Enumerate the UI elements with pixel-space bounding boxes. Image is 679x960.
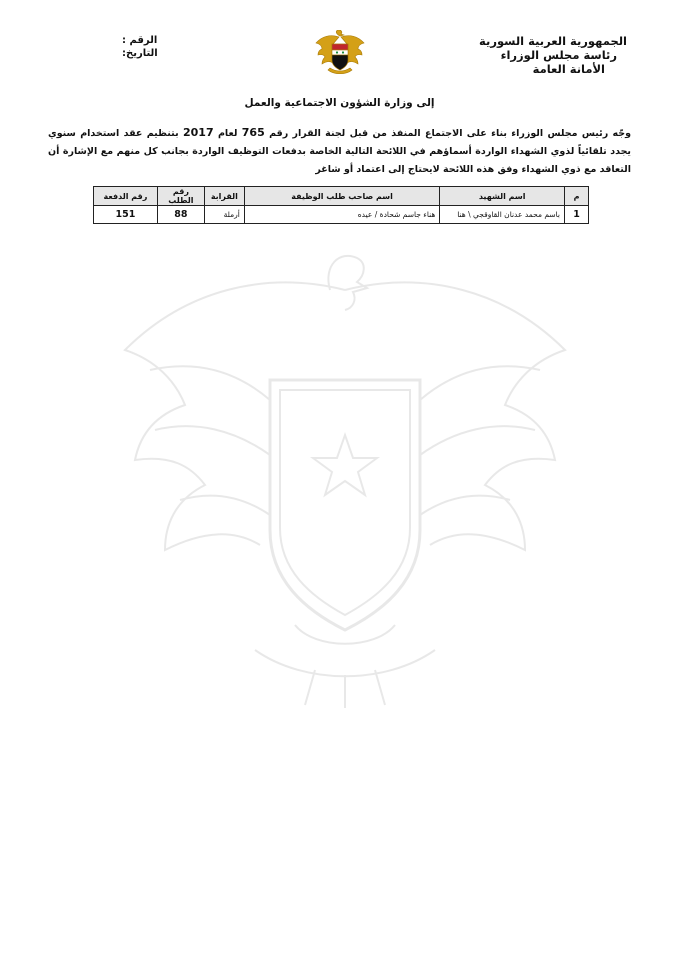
cell-index: 1 [565,206,589,224]
decision-year: 2017 [182,126,214,139]
body-part-2: لعام [217,128,238,139]
col-batch-number: رقم الدفعة [94,187,158,206]
body-part-1: وجّه رئيس مجلس الوزراء بناء على الاجتماع المنفذ من قبل لجنة القرار رقم [269,128,632,139]
addressee: إلى وزارة الشؤون الاجتماعية والعمل [244,97,435,109]
republic-name: الجمهورية العربية السورية [479,34,627,48]
reference-block [122,34,242,60]
number-label: الرقم : [122,35,158,46]
presidency-name: رئاسة مجلس الوزراء [500,48,617,62]
cell-request-number: 88 [157,206,204,224]
cell-applicant-name: هناء جاسم شحادة / عيده [244,206,439,224]
col-applicant-name: اسم صاحب طلب الوظيفة [244,187,439,206]
syrian-eagle-emblem-icon [314,30,366,76]
col-request-number: رقم الطلب [157,187,204,206]
cell-martyr-name: باسم محمد عدنان القاوقجي \ هنا [440,206,565,224]
letter-body [48,124,631,179]
col-index: م [565,187,589,206]
date-label: التاريخ: [122,48,158,59]
table-header-row [94,187,589,206]
secretariat-name: الأمانة العامة [532,62,605,76]
cell-batch-number: 151 [94,206,158,224]
martyrs-table [93,186,589,224]
col-martyr-name: اسم الشهيد [440,187,565,206]
header-institution [407,34,627,76]
cell-relation: أرملة [204,206,244,224]
decision-number: 765 [241,126,265,139]
col-relation: القرابة [204,187,244,206]
body-part-3: بتنظيم عقد استخدام سنوي يجدد تلقائياً لذوي الشهداء الواردة أسماؤهم في اللائحة التالية الخاصة بدفعات التوظيف الواردة بجانب كل منهم مع الإشارة أن التعاقد مع ذوي الشهداء وفق هذه اللائحة لايحتاج إلى اعتماد أو شاغر [48,128,631,175]
eagle-watermark-icon [95,230,595,710]
table-row [94,206,589,224]
